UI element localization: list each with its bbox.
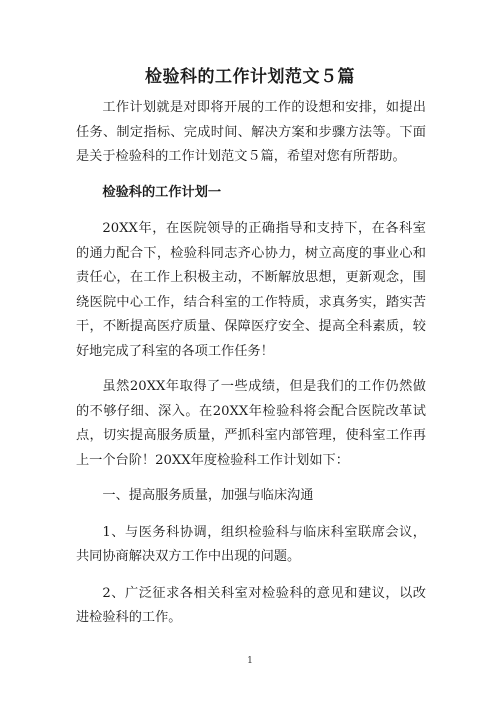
list-item: 2、广泛征求各相关科室对检验科的意见和建议，以改进检验科的工作。 [76, 585, 426, 625]
document-body [76, 96, 426, 643]
section-heading: 检验科的工作计划一 [102, 184, 222, 200]
list-item: 一、提高服务质量，加强与临床沟通 [102, 488, 314, 503]
page-number: 1 [247, 656, 253, 666]
intro-paragraph: 工作计划就是对即将开展的工作的设想和安排，如提出任务、制定指标、完成时间、解决方案和步骤方法等。下面是关于检验科的工作计划范文５篇，希望对您有所帮助。 [76, 100, 426, 164]
list-item: 1、与医务科协调，组织检验科与临床科室联席会议，共同协商解决双方工作中出现的问题。 [76, 524, 426, 564]
body-paragraph: 虽然20XX年取得了一些成绩，但是我们的工作仍然做的不够仔细、深入。在20XX年检验科将会配合医院改革试点，切实提高服务质量，严抓科室内部管理，使科室工作再上一个台阶！20XX年度检验科工作计划如下： [76, 379, 426, 468]
body-paragraph: 20XX年，在医院领导的正确指导和支持下，在各科室的通力配合下，检验科同志齐心协力，树立高度的事业心和责任心，在工作上积极主动，不断解放思想，更新观念，围绕医院中心工作，结合科室的工作特质，求真务实，踏实苦干，不断提高医疗质量、保障医疗安全、提高全科素质，较好地完成了科室的各项工作任务！ [76, 221, 426, 359]
document-title: 检验科的工作计划范文５篇 [145, 67, 355, 87]
